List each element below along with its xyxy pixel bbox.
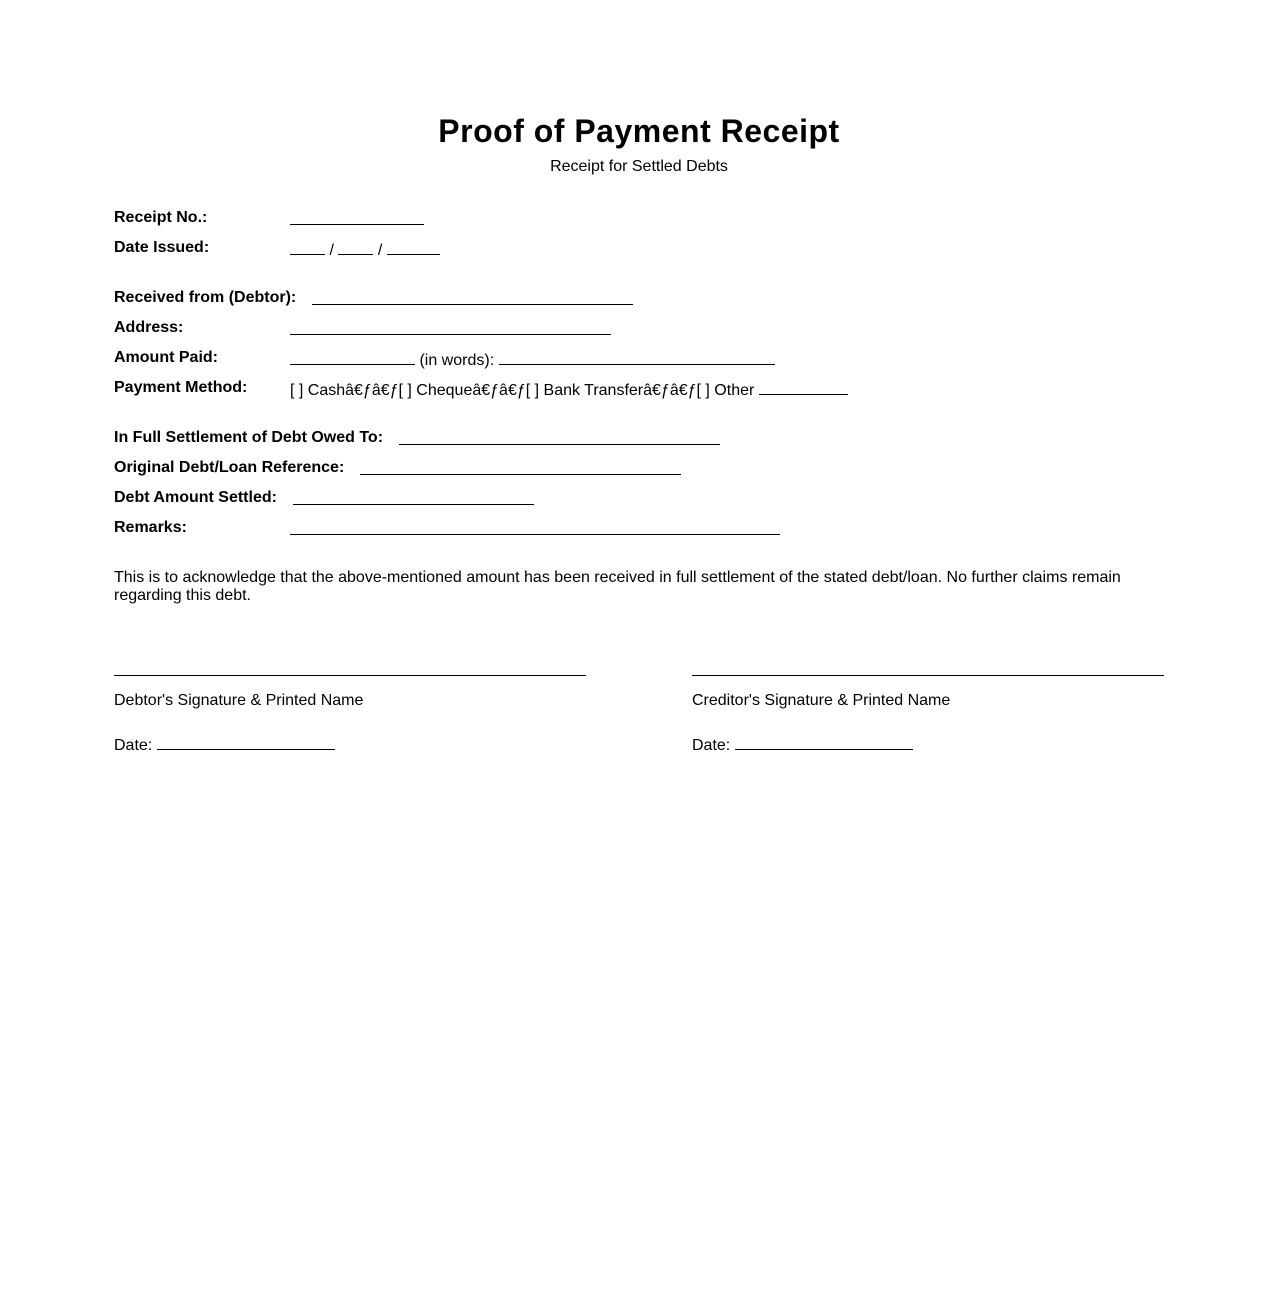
debtor-date-field[interactable] [157,733,335,750]
date-separator: / [377,242,383,259]
address-field[interactable] [290,318,611,335]
receipt-no-field[interactable] [290,208,424,225]
creditor-signature-label: Creditor's Signature & Printed Name [692,692,951,709]
document-title: Proof of Payment Receipt [438,113,840,149]
address-label: Address: [114,319,184,336]
amount-paid-label: Amount Paid: [114,349,218,366]
creditor-signature-line[interactable] [692,675,1164,676]
receipt-no-label: Receipt No.: [114,209,208,226]
amount-paid-field[interactable] [290,348,415,365]
debtor-signature-label: Debtor's Signature & Printed Name [114,692,364,709]
date-separator: / [329,242,334,259]
debtor-date-label: Date: [114,737,153,754]
amount-settled-label: Debt Amount Settled: [114,489,277,506]
remarks-field[interactable] [290,518,780,535]
amount-in-words-field[interactable] [499,348,775,365]
in-words-label: (in words): [419,352,495,369]
acknowledgement-text: This is to acknowledge that the above-mentioned amount has been received in full settlement of the stated debt/loan. No further claims remain regarding this debt. [114,569,1121,604]
amount-settled-field[interactable] [293,488,534,505]
payment-other-field[interactable] [759,378,848,395]
loan-reference-label: Original Debt/Loan Reference: [114,459,345,476]
settlement-to-label: In Full Settlement of Debt Owed To: [114,429,384,446]
loan-reference-field[interactable] [360,458,681,475]
creditor-date-row [692,733,913,756]
received-from-field[interactable] [312,288,633,305]
creditor-date-label: Date: [692,737,731,754]
document-subtitle: Receipt for Settled Debts [550,158,728,175]
date-issued-label: Date Issued: [114,239,210,256]
payment-method-options[interactable]: [ ] Cashâ€ƒâ€ƒ[ ] Chequeâ€ƒâ€ƒ[ ] Bank Transferâ€ƒâ€ƒ[ ] Other [290,382,755,399]
debtor-signature-line[interactable] [114,675,586,676]
date-year-field[interactable] [387,238,440,255]
remarks-label: Remarks: [114,519,187,536]
received-from-label: Received from (Debtor): [114,289,297,306]
date-day-field[interactable] [290,238,325,255]
payment-method-label: Payment Method: [114,379,248,396]
date-month-field[interactable] [338,238,373,255]
creditor-date-field[interactable] [735,733,913,750]
settlement-to-field[interactable] [399,428,720,445]
debtor-date-row [114,733,335,756]
